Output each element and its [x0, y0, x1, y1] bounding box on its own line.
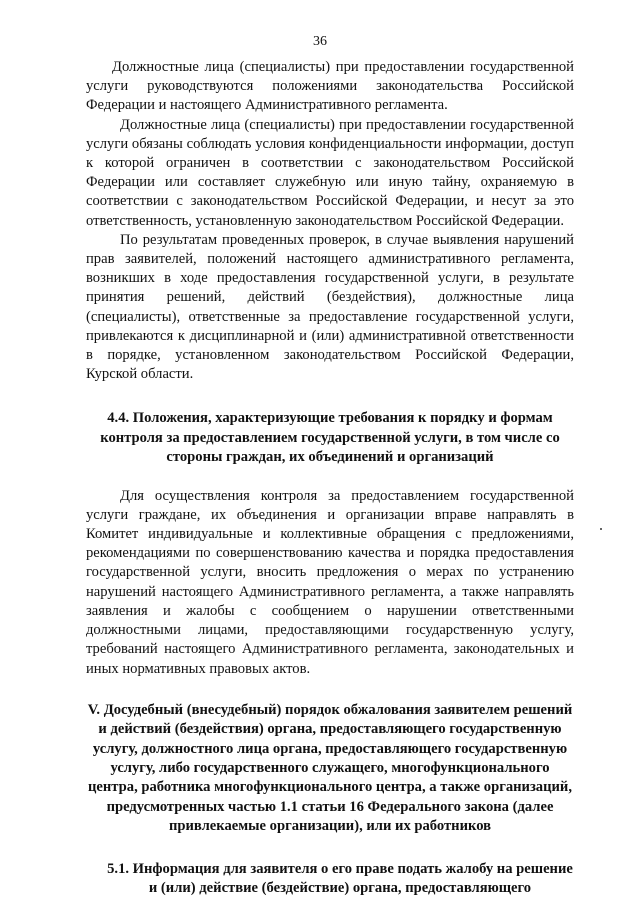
section-5-1-heading: 5.1. Информация для заявителя о его праве подать жалобу на решение и (или) действие (бездействие) органа, предоставляющего — [107, 860, 573, 896]
paragraph-confidentiality: Должностные лица (специалисты) при предоставлении государственной услуги обязаны соблюдать условия конфиденциальности информации, доступ к которой ограничен в соответствии с законодательством Российской Федерации или составляет служебную или иную тайну, охраняемую в соответствии с законодательством Российской Федерации, и несут за это ответственность, установленную законодательством Российской Федерации. — [86, 116, 574, 229]
document-body — [86, 58, 574, 898]
scan-artifact-dot — [600, 528, 602, 530]
page-number: 36 — [313, 34, 327, 49]
section-5-heading: V. Досудебный (внесудебный) порядок обжалования заявителем решений и действий (бездействия) органа, предоставляющего государственную услугу, должностного лица органа, предоставляющего государственную услугу, либо государственного служащего, многофункционального центра, работника многофункционального центра, а также организаций, предусмотренных частью 1.1 статьи 16 Федерального закона (далее привлекаемые организации), или их работников — [87, 701, 573, 835]
section-4-4-heading: 4.4. Положения, характеризующие требования к порядку и формам контроля за предоставлением государственной услуги, в том числе со стороны граждан, их объединений и организаций — [100, 410, 560, 466]
paragraph-officials-guided: Должностные лица (специалисты) при предоставлении государственной услуги руководствуются положениями законодательства Российской Федерации и настоящего Административного регламента. — [86, 59, 574, 114]
paragraph-inspection-results: По результатам проведенных проверок, в случае выявления нарушений прав заявителей, положений настоящего административного регламента, возникших в ходе предоставления государственной услуги, в результате принятия решений, действий (бездействия), должностные лица (специалисты), ответственные за предоставление государственной услуги, привлекаются к дисциплинарной и (или) административной ответственности в порядке, установленном законодательством Российской Федерации, Курской области. — [86, 231, 574, 383]
paragraph-citizen-control: Для осуществления контроля за предоставлением государственной услуги граждане, их объединения и организации вправе направлять в Комитет индивидуальные и коллективные обращения с предложениями, рекомендациями по совершенствованию качества и порядка предоставления государственной услуги, вносить предложения о мерах по устранению нарушений настоящего Административного регламента, а также направлять заявления и жалобы с сообщением о нарушении ответственными должностными лицами, предоставляющими государственную услугу, требований настоящего Административного регламента, законодательных и иных нормативных правовых актов. — [86, 487, 574, 677]
